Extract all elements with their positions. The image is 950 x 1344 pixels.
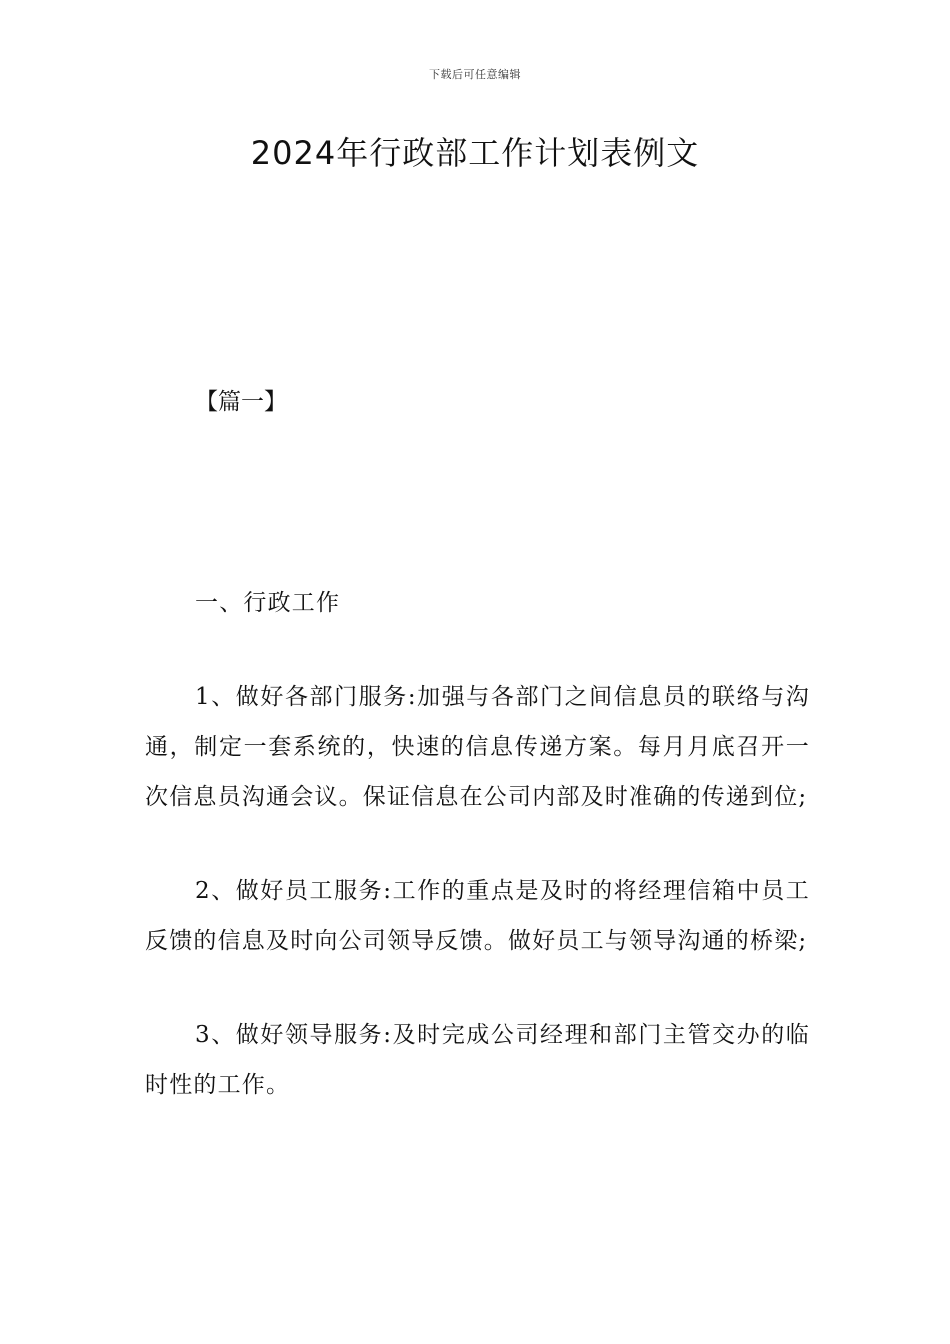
header-note: 下载后可任意编辑 (429, 68, 521, 81)
document-body (145, 578, 810, 1154)
section-tag: 【篇一】 (195, 389, 287, 415)
paragraph-3: 3、做好领导服务:及时完成公司经理和部门主管交办的临时性的工作。 (145, 1022, 810, 1098)
document-title: 2024年行政部工作计划表例文 (250, 134, 700, 172)
paragraph-2: 2、做好员工服务:工作的重点是及时的将经理信箱中员工反馈的信息及时向公司领导反馈。做好员工与领导沟通的桥梁; (145, 878, 810, 954)
section-heading: 一、行政工作 (195, 590, 341, 616)
paragraph-1: 1、做好各部门服务:加强与各部门之间信息员的联络与沟通，制定一套系统的，快速的信息传递方案。每月月底召开一次信息员沟通会议。保证信息在公司内部及时准确的传递到位; (145, 684, 810, 810)
